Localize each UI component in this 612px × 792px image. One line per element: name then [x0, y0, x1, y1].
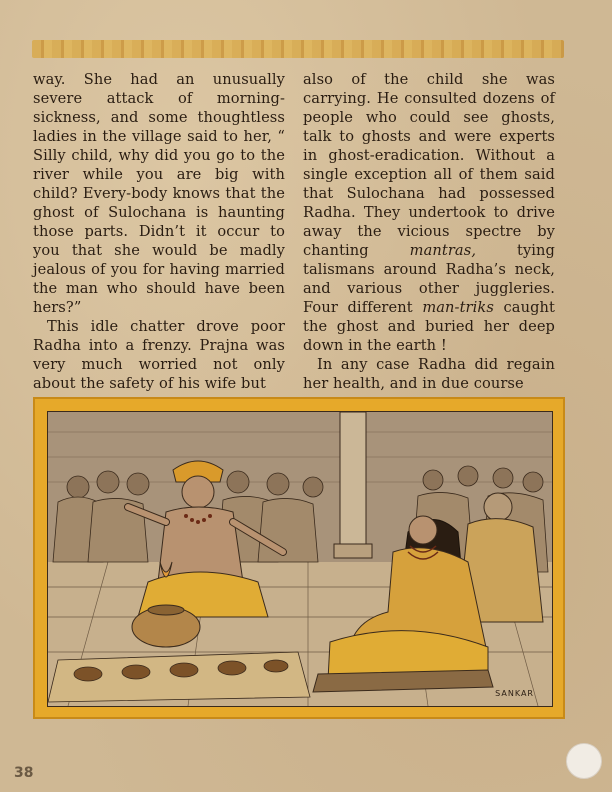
decorative-border-band	[32, 40, 564, 58]
left-paragraph-2: This idle chatter drove poor Radha into a frenzy. Prajna was very much worried not only about the safety of his wife but	[33, 318, 285, 392]
text-run: caught the ghost and buried her deep down in the earth !	[303, 299, 556, 354]
artist-signature: SANKAR	[495, 689, 534, 698]
left-text-column	[33, 70, 285, 393]
text-run: also of the child she was carrying. He consulted dozens of people who could see ghosts, talk to ghosts and were experts in ghost-eradication. Without a single exception all of them said that Sulochana had possessed Radha. They undertook to drive away the vicious spectre by chanting	[303, 71, 555, 259]
right-text-column	[303, 70, 555, 393]
illustration-drawing	[48, 412, 552, 706]
italic-term-mantras: mantras,	[409, 242, 477, 259]
italic-term-mantriks: man-triks	[422, 299, 494, 316]
right-paragraph-2: In any case Radha did regain her health, and in due course	[303, 356, 555, 392]
page-number: 38	[14, 765, 34, 781]
right-paragraph-1	[303, 70, 555, 355]
left-paragraph-1: way. She had an unusually severe attack of morning-sickness, and some thoughtless ladies in the village said to her, “ Silly child, why did you go to the river while you are big with child? Every-body knows that the ghost of Sulochana is haunting those parts. Didn’t it occur to you that she would be madly jealous of you for having married the man who should have been hers?”	[33, 71, 285, 316]
illustration	[47, 411, 553, 707]
library-stamp-icon	[566, 743, 602, 779]
illustration-frame	[33, 397, 565, 719]
text-run: tying talismans around Radha’s neck, and various other juggleries. Four different	[303, 242, 555, 316]
